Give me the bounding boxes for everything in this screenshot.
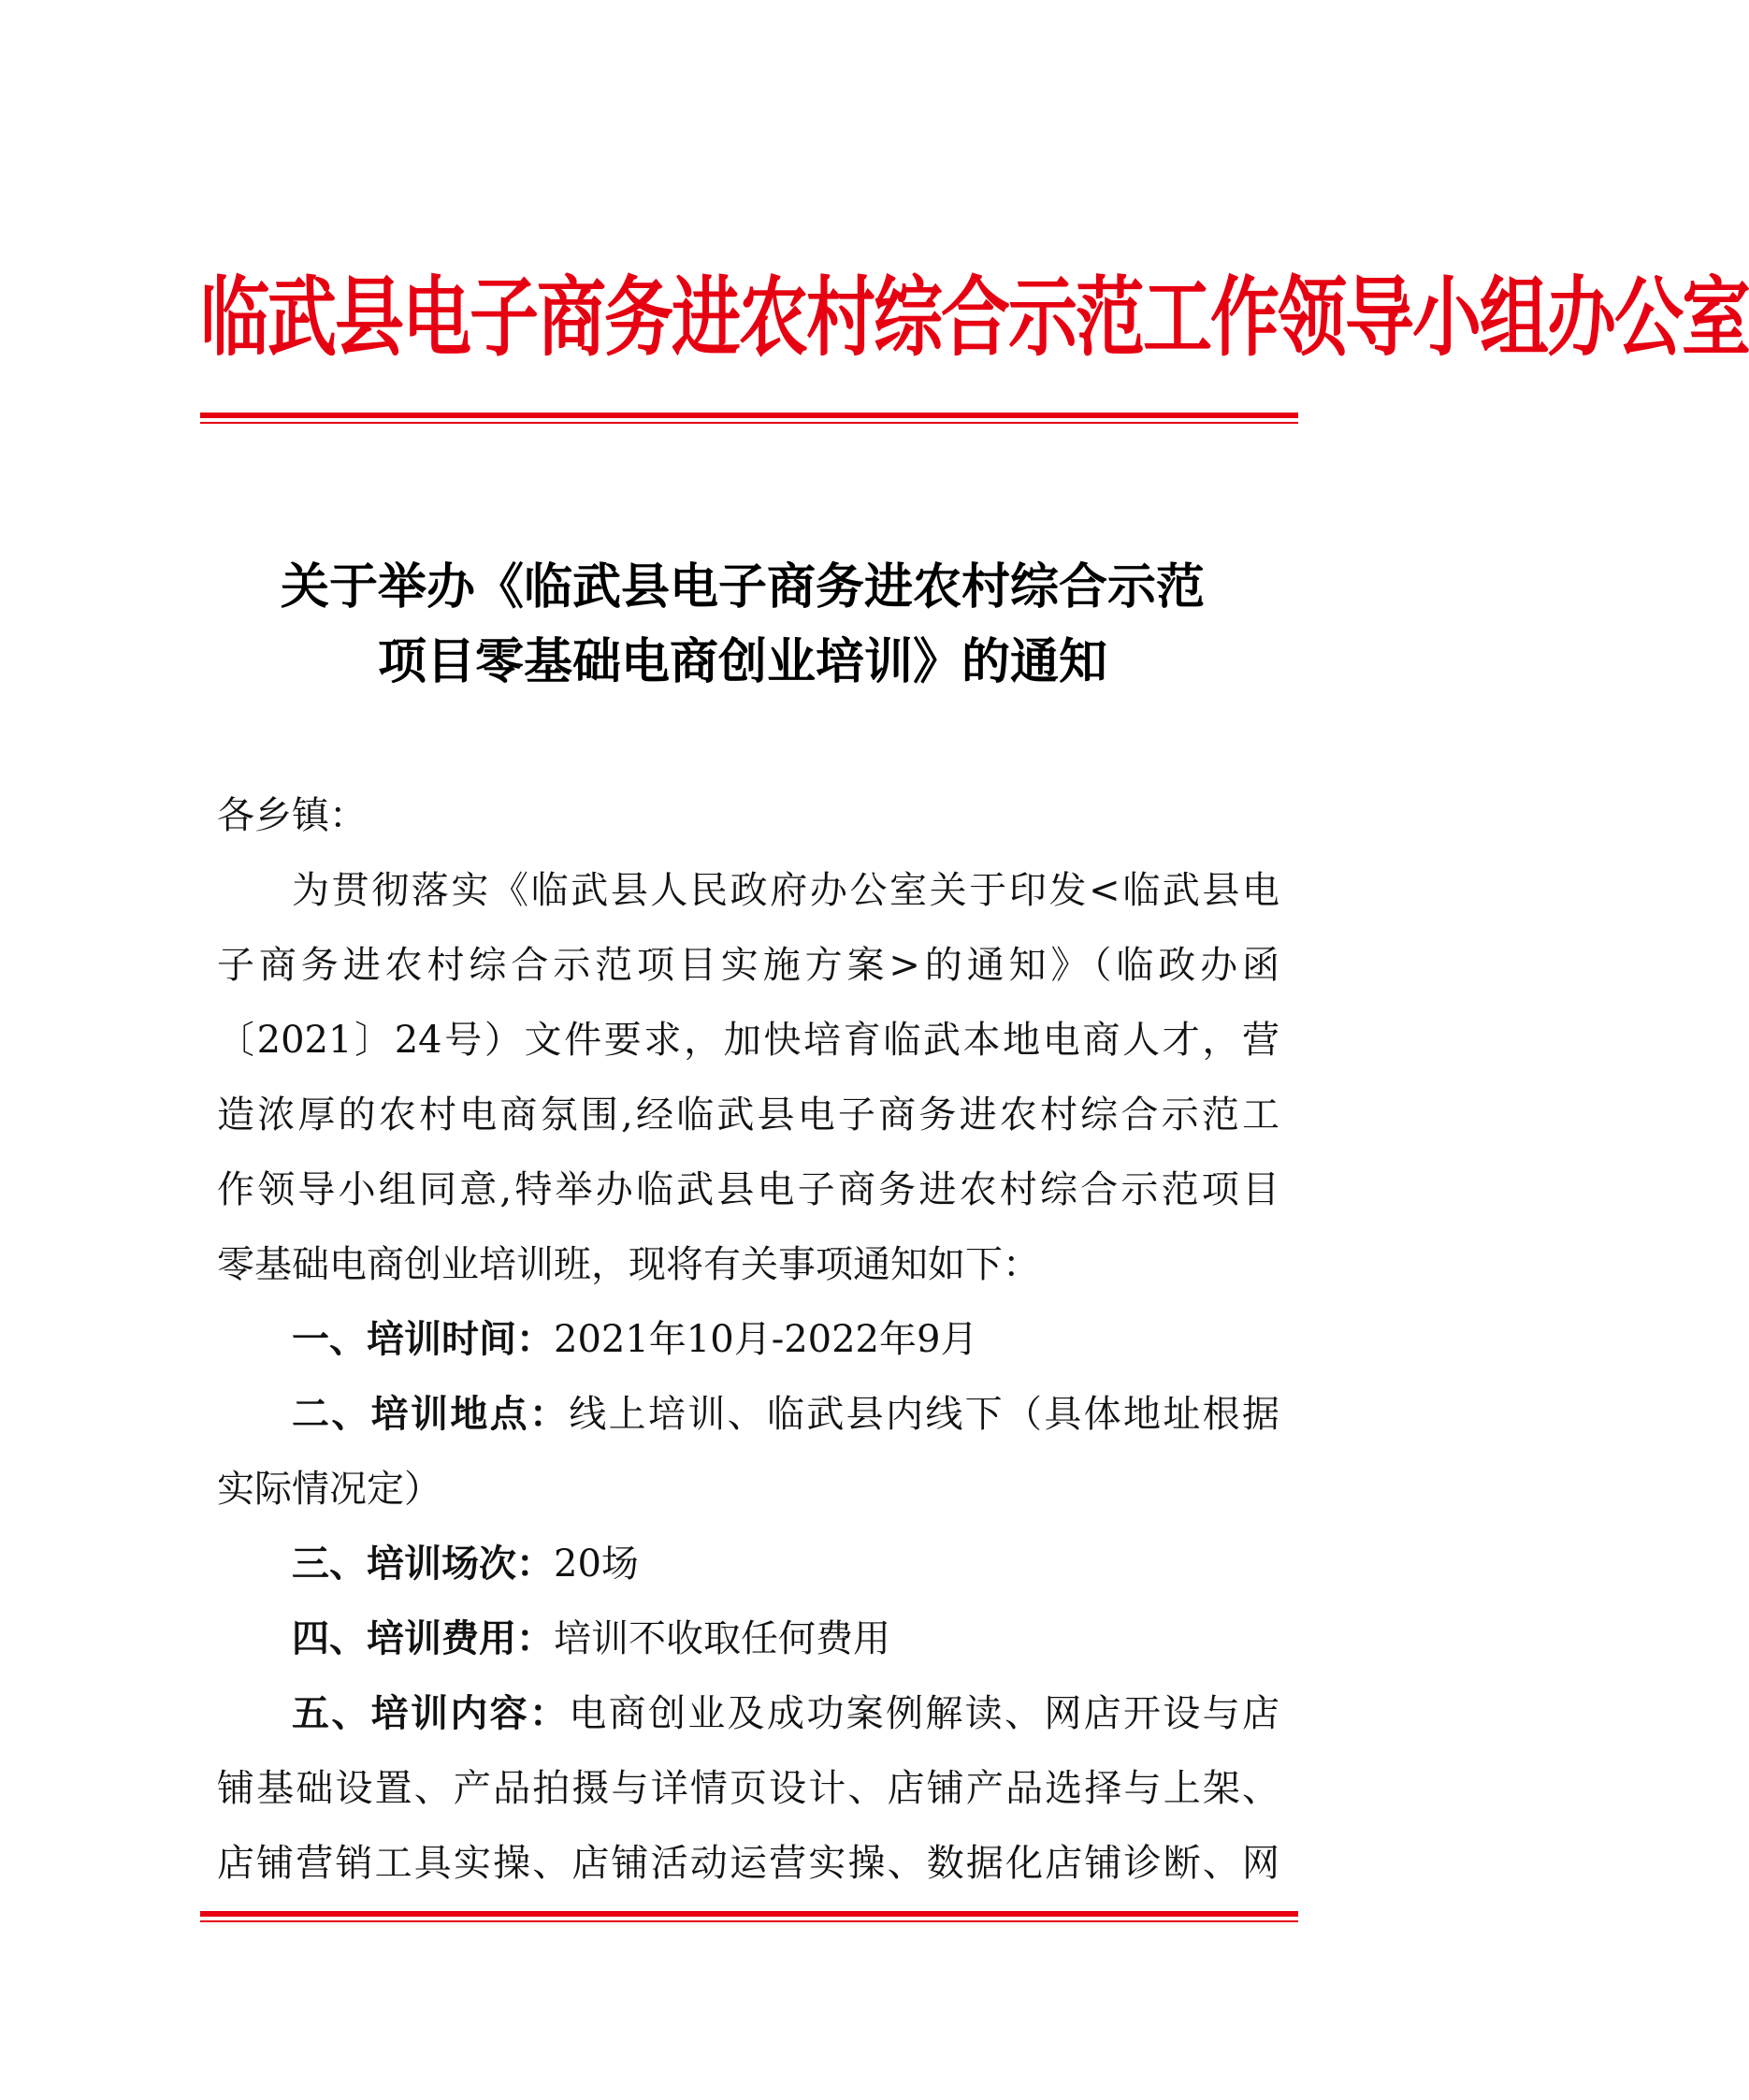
intro-line: 为贯彻落实《临武县人民政府办公室关于印发<临武县电 [292, 869, 1279, 912]
intro-line: 作领导小组同意,特举办临武县电子商务进农村综合示范项目 [217, 1168, 1279, 1211]
item-heading: 五、培训内容： [292, 1692, 570, 1735]
item-text: 培训不收取任何费用 [554, 1617, 890, 1660]
item-heading: 三、培训场次： [292, 1542, 554, 1586]
item-text: 线上培训、临武县内线下（具体地址根据 [569, 1393, 1280, 1436]
header-rule-thin [200, 422, 1298, 424]
item-text: 铺基础设置、产品拍摄与详情页设计、店铺产品选择与上架、 [217, 1767, 1279, 1810]
item-heading: 二、培训地点： [292, 1393, 570, 1436]
item-training-sessions [292, 1527, 1279, 1601]
notice-title-line-2: 项目零基础电商创业培训》的通知 [377, 633, 1107, 690]
item-text: 电商创业及成功案例解读、网店开设与店 [569, 1692, 1280, 1735]
item-heading: 四、培训费用： [292, 1617, 554, 1660]
item-training-fee [292, 1601, 1279, 1676]
header-rule-thick [200, 413, 1298, 418]
issuer-header: 临武县电子商务进农村综合示范工作领导小组办公室 [200, 268, 1749, 369]
intro-line: 造浓厚的农村电商氛围,经临武县电子商务进农村综合示范工 [217, 1093, 1279, 1137]
notice-title-line-1: 关于举办《临武县电子商务进农村综合示范 [280, 558, 1205, 616]
item-text: 20场 [554, 1542, 639, 1586]
item-heading: 一、培训时间： [292, 1318, 554, 1361]
item-training-time [292, 1302, 1279, 1377]
footer-rule-thick [200, 1911, 1298, 1917]
intro-line: 子商务进农村综合示范项目实施方案>的通知》（临政办函 [217, 944, 1279, 987]
salutation: 各乡镇： [217, 794, 367, 837]
item-text: 店铺营销工具实操、店铺活动运营实操、数据化店铺诊断、网 [217, 1842, 1279, 1885]
item-training-location [292, 1377, 1279, 1452]
footer-rule-thin [200, 1920, 1298, 1922]
intro-line: 零基础电商创业培训班，现将有关事项通知如下： [217, 1243, 1040, 1286]
item-text: 实际情况定） [217, 1468, 441, 1511]
intro-line: 〔2021〕24号）文件要求，加快培育临武本地电商人才，营 [217, 1019, 1279, 1062]
item-training-content [292, 1676, 1279, 1751]
item-text: 2021年10月-2022年9月 [554, 1318, 978, 1361]
